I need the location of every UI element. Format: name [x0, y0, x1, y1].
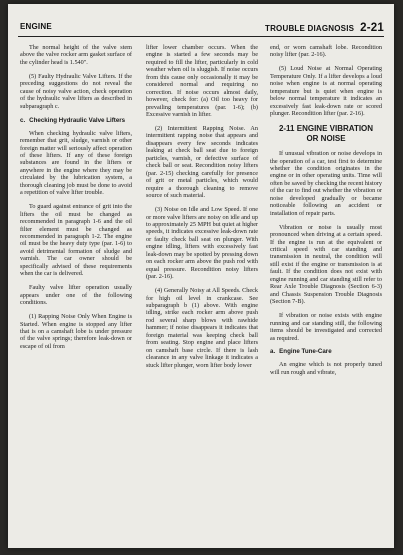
section-title: TROUBLE DIAGNOSIS [264, 24, 355, 33]
subsection-letter: c. [20, 116, 26, 124]
section-heading-line-1 [270, 124, 382, 134]
section-number: 2-11 [278, 124, 295, 134]
section-heading [265, 22, 384, 34]
subsection-heading [20, 117, 132, 124]
page-number: 2-21 [360, 22, 384, 34]
section-title-line1: ENGINE VIBRATION [296, 124, 374, 134]
paragraph: Faulty valve lifter operation usually appears under one of the following conditions. [20, 284, 132, 307]
manual-page [8, 4, 394, 548]
paragraph: (4) Generally Noisy at All Speeds. Check for high oil level in crankcase. See subparagraph b (1) above. With engine idling, strike each rocker arm above push rod several sharp blows with rawhide hammer; if noise disappears it indicates that foreign material was keeping check ball from seating. Stop engine and place lifters on camshaft base circle. If there is lash clearance in any valve linkage it indicates a stuck lifter plunger, worn lifter body lower [146, 287, 258, 369]
subsection-title: Checking Hydraulic Valve Lifters [29, 116, 126, 124]
paragraph: The normal height of the valve stem above the valve rocker arm gasket surface of the cylinder head is 1.540". [20, 44, 132, 66]
subsection-title: Engine Tune-Care [279, 348, 332, 356]
paragraph: (5) Loud Noise at Normal Operating Temperature Only. If a lifter develops a loud noise when engine is at normal operating temperature but is quiet when engine is below normal temperature it indicates an excessively fast leak-down rate or scored plunger. Recondition lifter (par. 2-16). [270, 65, 382, 118]
chapter-title: ENGINE [20, 22, 52, 31]
paragraph: end, or worn camshaft lobe. Recondition noisy lifter (par. 2-16). [270, 44, 382, 59]
paragraph: Vibration or noise is usually most pronounced when driving at a certain speed. If the engine is run at the equivalent or critical speed with car standing and transmission in neutral, the condition will still exist if the engine or transmission is at fault. If the condition does not exist with engine running and car standing still refer to Rear Axle Trouble Diagnosis (Section 6-3) and Chassis Suspension Trouble Diagnosis (Section 7-B). [270, 223, 382, 306]
paragraph: If vibration or noise exists with engine running and car standing still, the following items should be investigated and corrected as required. [270, 312, 382, 342]
paragraph: An engine which is not properly tuned will run rough and vibrate, [270, 361, 382, 376]
paragraph: If unusual vibration or noise develops in the operation of a car, test first to determine whether the condition originates in the engine or in other operating units. Time will often be saved by checking the recent history of the car to find out whether the vibration or noise developed gradually or became noticeable following an accident or installation of repair parts. [270, 150, 382, 217]
paragraph: When checking hydraulic valve lifters, remember that grit, sludge, varnish or other foreign matter will seriously affect operation of these lifters. If any of these foreign substances are found in the lifters or anywhere in the engine where they may be circulated by the lubrication system, a thorough cleaning job must be done to avoid a repetition of valve lifter trouble. [20, 129, 132, 197]
section-heading-2-11 [270, 124, 382, 144]
paragraph: To guard against entrance of grit into the lifters the oil must be changed as recommended in paragraph 1-6 and the oil filter element must be changed as recommended in paragraph 1-2. The engine oil must be the heavy duty type (par. 1-6) to avoid detrimental formation of sludge and varnish. The car owner should be specifically advised of these requirements when the car is delivered. [20, 203, 132, 278]
paragraph: (2) Intermittent Rapping Noise. An intermittent rapping noise that appears and disappears every few seconds indicates leaking at check ball seat due to foreign particles, varnish, or defective surface of check ball or seat. Recondition noisy lifters (par. 2-15) checking carefully for presence of grit or metal particles, which would require a thorough cleaning to remove source of such material. [146, 125, 258, 200]
paragraph: (3) Noise on Idle and Low Speed. If one or more valve lifters are noisy on idle and up to approximately 25 MPH but quiet at higher speeds, it indicates excessive leak-down rate or faulty check ball seat on plunger. With engine idling, lifters with excessively fast leak-down may be spotted by pressing down on each rocker arm above the push rod with equal pressure. Recondition noisy lifters (par. 2-16). [146, 206, 258, 281]
text-column-3 [270, 44, 382, 383]
paragraph: (1) Rapping Noise Only When Engine is Started. When engine is stopped any lifter that is on a camshaft lobe is under pressure of the valve springs; therefore leak-down or escape of oil from [20, 313, 132, 350]
text-column-2 [146, 44, 258, 376]
text-column-1 [20, 44, 132, 357]
paragraph: (5) Faulty Hydraulic Valve Lifters. If the preceding suggestions do not reveal the cause of noisy valve action, check operation of the hydraulic valve lifters as described in subparagraph c. [20, 72, 132, 110]
paragraph: lifter lower chamber occurs. When the engine is started a few seconds may be required to fill the lifter, particularly in cold weather when oil is sluggish. If noise occurs from this cause only occasionally it may be considered normal and requiring no correction. If noise occurs almost daily, however, check for: (a) Oil too heavy for prevailing temperatures (par. 1-6); (b) Excessive varnish in lifter. [146, 44, 258, 119]
section-title-line2: OR NOISE [306, 134, 346, 144]
page-header [18, 18, 384, 37]
subsection-heading [270, 348, 382, 355]
subsection-letter: a. [270, 348, 276, 356]
